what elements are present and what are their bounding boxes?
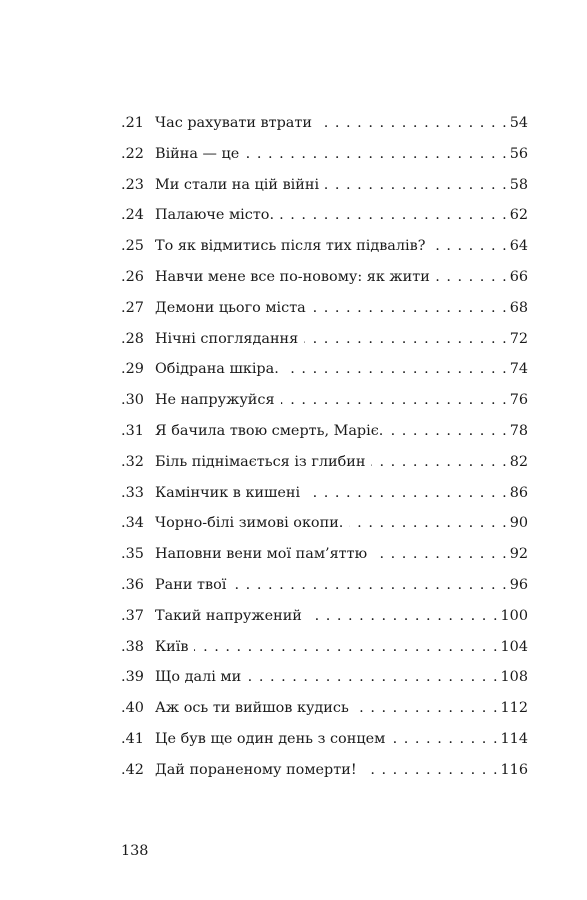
entry-number: .26 [121,268,144,285]
entry-number: .29 [121,361,144,378]
entry-number: .37 [121,607,144,624]
entry-page-number: 64 [509,238,528,255]
entry-number: .21 [121,115,144,131]
dot-leader [355,698,498,718]
toc-entry [121,637,528,668]
entry-title: Я бачила твою смерть, Маріє. [155,422,384,439]
entry-number: .39 [121,669,144,686]
entry-title: Наповни вени мої пам’яттю [155,546,368,563]
entry-number: .38 [121,638,144,655]
entry-title: Аж ось ти вийшов кудись [155,700,349,717]
dot-leader [371,452,506,472]
entry-number: .22 [121,145,144,162]
toc-entry [121,236,528,267]
dot-leader [318,113,507,133]
entry-page-number: 104 [500,638,528,655]
entry-title: Війна — це [155,145,240,162]
entry-title: Навчи мене все по-новому: як жити [155,268,430,285]
entry-number: .35 [121,546,144,563]
entry-page-number: 86 [509,484,528,501]
entry-title: Камінчик в кишені [155,484,301,501]
toc-entry [121,452,528,483]
toc-entry [121,421,528,452]
dot-leader [308,606,498,626]
toc-entry [121,359,528,390]
toc-entry [121,267,528,298]
entry-title: Дай пораненому померти! [155,761,357,778]
dot-leader [431,236,506,256]
entry-title: Ми стали на цій війні [155,176,320,193]
toc-entry [121,606,528,637]
entry-page-number: 100 [500,607,528,624]
entry-number: .32 [121,453,144,470]
entry-title: Біль піднімається із глибин [155,453,366,470]
entry-title: Палаюче місто. [155,207,275,224]
dot-leader [194,637,497,657]
entry-page-number: 68 [509,299,528,316]
entry-page-number: 82 [509,453,528,470]
entry-number: .31 [121,422,144,439]
toc-entry [121,329,528,360]
toc-entry [121,390,528,421]
dot-leader [304,329,506,349]
dot-leader [325,175,507,195]
toc-entry [121,113,528,144]
entry-page-number: 78 [509,422,528,439]
entry-page-number: 74 [509,361,528,378]
entry-number: .27 [121,299,144,316]
entry-number: .34 [121,515,144,532]
toc-entry [121,175,528,206]
entry-title: Це був ще один день з сонцем [155,730,386,747]
entry-number: .42 [121,761,144,778]
dot-leader [373,544,507,564]
entry-page-number: 116 [500,761,528,778]
dot-leader [285,359,507,379]
dot-leader [306,483,507,503]
toc-entry [121,483,528,514]
dot-leader [232,575,506,595]
toc-entry [121,729,528,760]
page-number: 138 [121,843,149,859]
entry-title: Чорно-білі зимові окопи. [155,515,344,532]
toc-entry [121,760,528,791]
dot-leader [247,667,497,687]
entry-page-number: 56 [509,145,528,162]
entry-title: Демони цього міста [155,299,306,316]
entry-number: .33 [121,484,144,501]
entry-number: .36 [121,576,144,593]
dot-leader [280,205,507,225]
entry-title: Час рахувати втрати [155,115,312,131]
entry-page-number: 58 [509,176,528,193]
entry-title: Що далі ми [155,669,242,686]
entry-title: Київ [155,638,189,655]
toc-entry [121,298,528,329]
dot-leader [363,760,498,780]
entry-page-number: 114 [500,730,528,747]
toc-entry [121,575,528,606]
dot-leader [436,267,507,287]
entry-title: Рани твої [155,576,227,593]
dot-leader [312,298,507,318]
entry-title: Такий напружений [155,607,302,624]
entry-number: .24 [121,207,144,224]
entry-page-number: 108 [500,669,528,686]
entry-title: Нічні споглядання [155,330,299,347]
entry-page-number: 72 [509,330,528,347]
entry-number: .30 [121,392,144,409]
toc-entry [121,513,528,544]
entry-number: .28 [121,330,144,347]
toc-entry [121,544,528,575]
entry-number: .25 [121,238,144,255]
entry-page-number: 66 [509,268,528,285]
toc-entry [121,205,528,236]
entry-page-number: 54 [509,115,528,131]
toc-entry [121,698,528,729]
dot-leader [245,144,506,164]
toc-entry [121,144,528,175]
entry-title: Не напружуйся [155,392,275,409]
entry-page-number: 90 [509,515,528,532]
entry-page-number: 62 [509,207,528,224]
entry-number: .23 [121,176,144,193]
entry-page-number: 96 [509,576,528,593]
dot-leader [391,729,497,749]
entry-number: .41 [121,730,144,747]
entry-page-number: 112 [500,700,528,717]
table-of-contents [121,113,528,791]
toc-entry [121,667,528,698]
dot-leader [281,390,507,410]
entry-title: Обідрана шкіра. [155,361,279,378]
entry-page-number: 76 [509,392,528,409]
entry-number: .40 [121,700,144,717]
dot-leader [349,513,506,533]
dot-leader [389,421,506,441]
entry-title: То як відмитись після тих підвалів? [155,238,426,255]
entry-page-number: 92 [509,546,528,563]
